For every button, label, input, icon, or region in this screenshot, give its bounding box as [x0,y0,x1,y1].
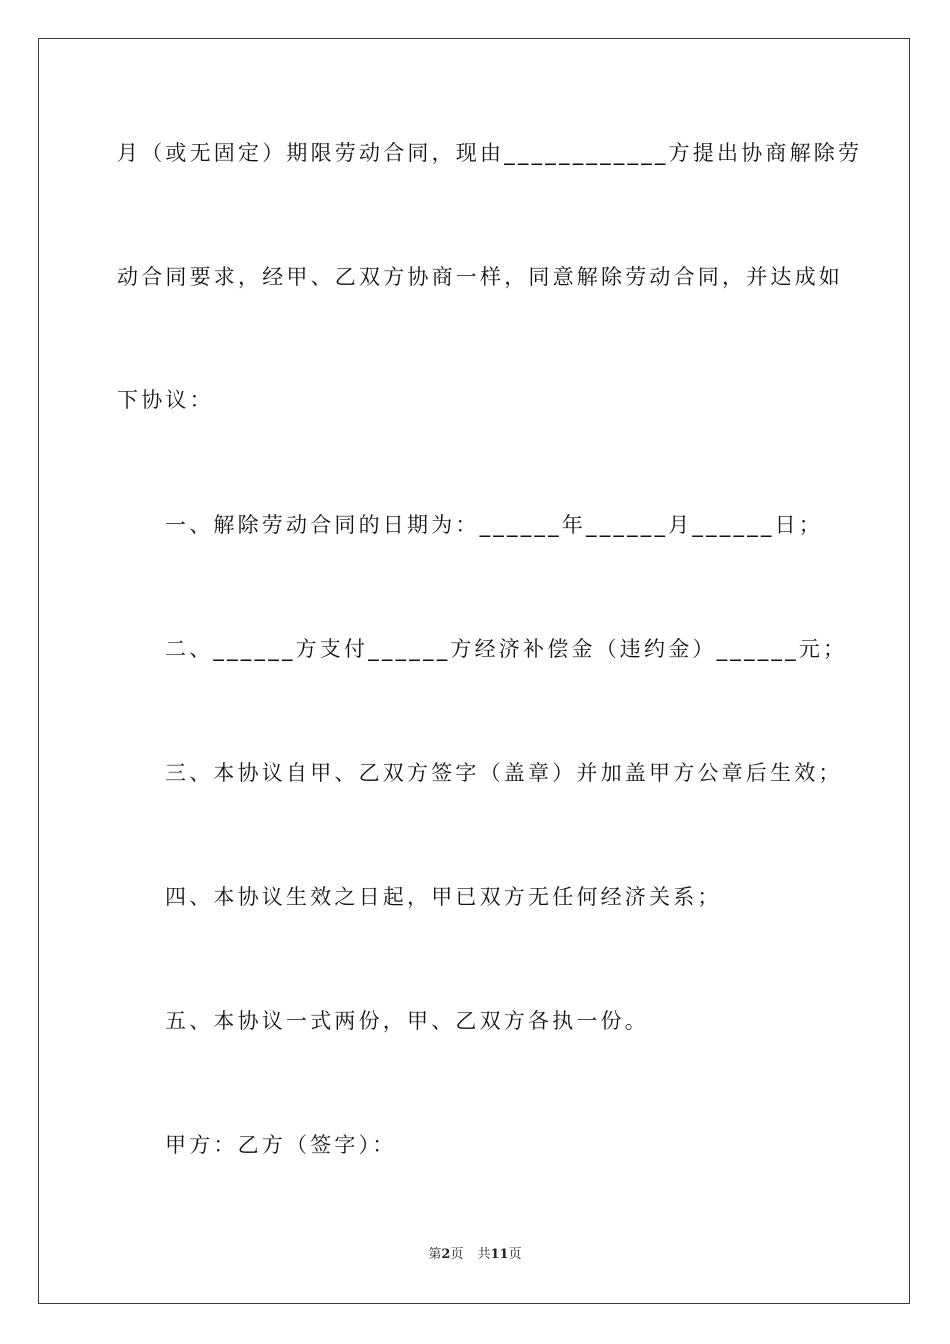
clause-1: 一、解除劳动合同的日期为：______年______月______日； [165,513,823,537]
page-prefix: 第 [428,1247,442,1262]
total-pages: 11 [490,1247,509,1262]
total-prefix: 共 [477,1247,491,1262]
paragraph-line-2: 动合同要求，经甲、乙双方协商一样，同意解除劳动合同，并达成如 [117,265,843,289]
signature-line: 甲方：乙方（签字）： [165,1133,397,1157]
clause-2: 二、______方支付______方经济补偿金（违约金）______元； [165,637,848,661]
clause-5: 五、本协议一式两份，甲、乙双方各执一份。 [165,1009,649,1033]
page-number: 2 [441,1247,451,1262]
paragraph-line-1: 月（或无固定）期限劳动合同，现由____________方提出协商解除劳 [117,141,863,165]
page-footer [0,1246,950,1264]
clause-4: 四、本协议生效之日起，甲已双方无任何经济关系； [165,885,722,909]
total-suffix: 页 [508,1247,522,1262]
page-border [38,38,910,1304]
page-suffix: 页 [450,1247,464,1262]
paragraph-line-3: 下协议： [117,388,214,412]
clause-3: 三、本协议自甲、乙双方签字（盖章）并加盖甲方公章后生效； [165,761,843,785]
